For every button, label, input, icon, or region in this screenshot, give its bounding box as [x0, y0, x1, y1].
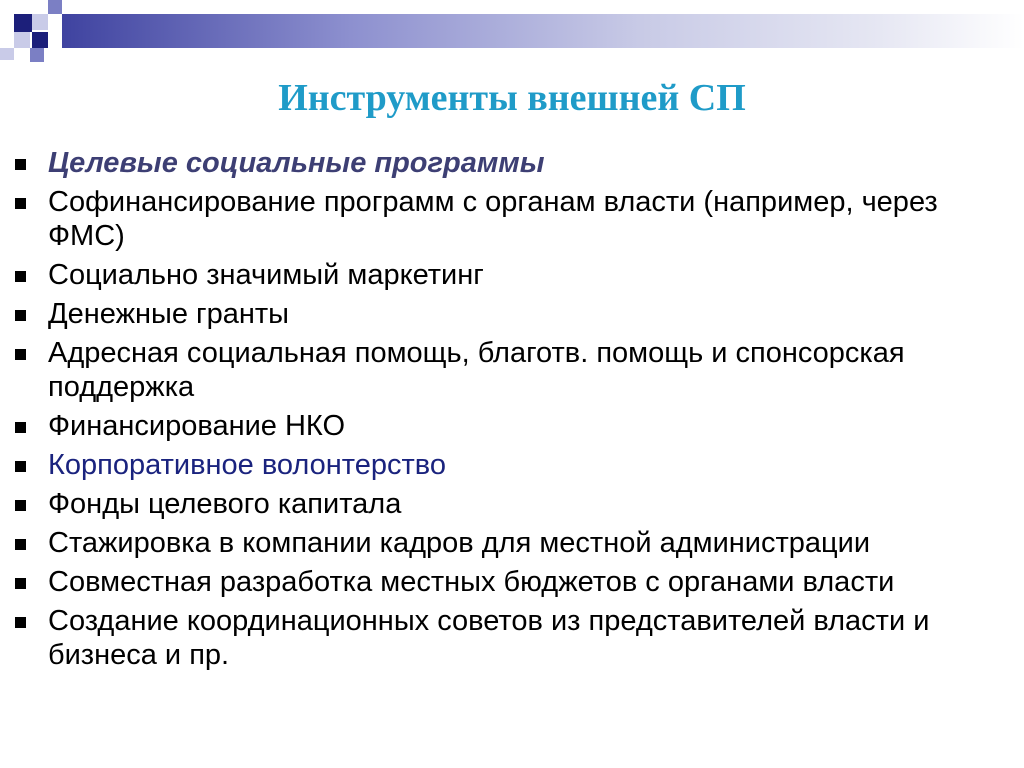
square-bullet-icon	[15, 198, 26, 209]
bullet-text: Фонды целевого капитала	[48, 488, 402, 520]
square-bullet-icon	[15, 461, 26, 472]
square-bullet-icon	[15, 539, 26, 550]
bullet-item	[12, 565, 1012, 599]
bullet-item	[12, 409, 1012, 443]
square-bullet-icon	[15, 349, 26, 360]
square-bullet-icon	[15, 159, 26, 170]
bullet-item	[12, 336, 1012, 404]
bullet-item	[12, 604, 1012, 672]
decor-square	[14, 32, 30, 48]
bullet-text: Совместная разработка местных бюджетов с органами власти	[48, 566, 895, 598]
bullet-text: Софинансирование программ с органам власти (например, через ФМС)	[48, 186, 938, 252]
decor-square	[32, 32, 48, 48]
bullet-item	[12, 448, 1012, 482]
slide-title: Инструменты внешней СП	[278, 77, 746, 119]
bullet-text: Социально значимый маркетинг	[48, 259, 484, 291]
bullet-text: Стажировка в компании кадров для местной администрации	[48, 527, 871, 559]
bullet-text: Создание координационных советов из представителей власти и бизнеса и пр.	[48, 605, 930, 671]
bullet-text: Адресная социальная помощь, благотв. помощь и спонсорская поддержка	[48, 337, 905, 403]
bullet-text: Финансирование НКО	[48, 410, 346, 442]
bullet-item	[12, 146, 1012, 180]
bullet-text: Денежные гранты	[48, 298, 290, 330]
square-bullet-icon	[15, 310, 26, 321]
decor-square	[32, 14, 48, 30]
square-bullet-icon	[15, 422, 26, 433]
decor-square	[30, 48, 44, 62]
decor-square	[14, 14, 32, 32]
square-bullet-icon	[15, 578, 26, 589]
square-bullet-icon	[15, 271, 26, 282]
bullet-item	[12, 487, 1012, 521]
decor-square	[48, 0, 62, 14]
bullet-item	[12, 258, 1012, 292]
square-bullet-icon	[15, 617, 26, 628]
bullet-text: Целевые социальные программы	[48, 147, 545, 179]
bullet-item	[12, 297, 1012, 331]
bullet-item	[12, 526, 1012, 560]
bullet-item	[12, 185, 1012, 253]
bullet-text: Корпоративное волонтерство	[48, 449, 446, 481]
bullet-list	[12, 146, 1012, 677]
square-bullet-icon	[15, 500, 26, 511]
decor-square	[0, 48, 14, 60]
header-banner	[62, 14, 1024, 48]
